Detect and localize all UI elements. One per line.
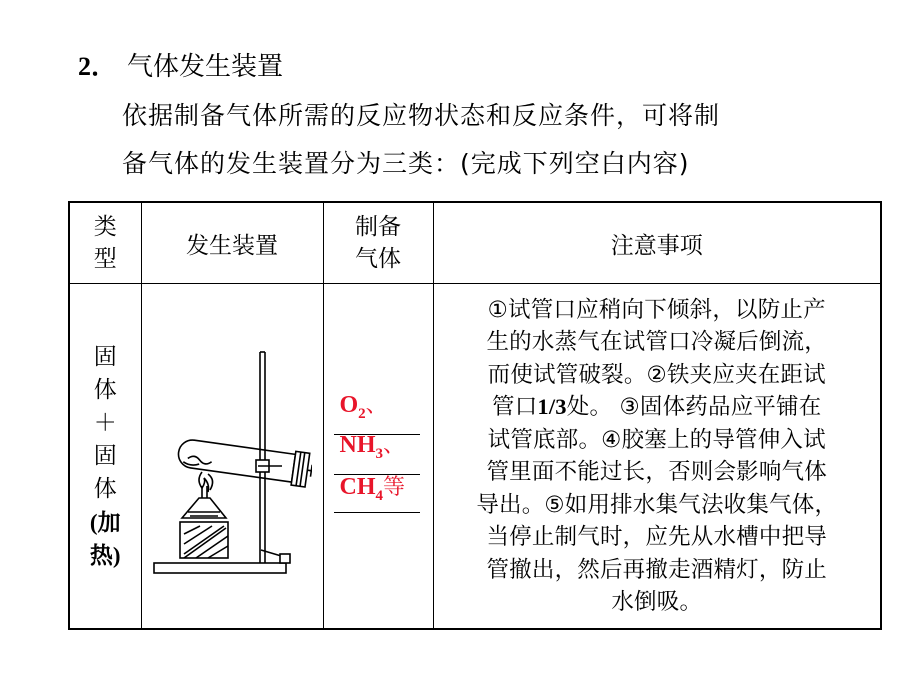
header-type <box>69 202 141 284</box>
apparatus-diagram <box>152 326 312 586</box>
test-tube-icon <box>176 435 312 488</box>
type-char: ＋ <box>93 409 117 436</box>
notes-fraction: 1/3 <box>537 394 567 419</box>
gas-ch4 <box>340 470 406 505</box>
type-paren-1: (加 <box>89 509 121 535</box>
type-cell <box>69 284 141 630</box>
section-heading <box>78 46 283 83</box>
notes-line: 管里面不能过长，否则会影响气体 <box>486 459 827 485</box>
gas-o2-sep: 、 <box>365 393 388 418</box>
header-row <box>69 202 881 284</box>
gas-ch4-base: CH <box>339 474 376 500</box>
apparatus-cell <box>141 284 323 630</box>
notes-cell <box>433 284 881 630</box>
notes-fragment: 处。 ③固体药品应平铺在 <box>566 394 822 420</box>
header-gas-a: 制备 <box>355 214 401 240</box>
intro-line-2: 备气体的发生装置分为三类：(完成下列空白内容) <box>122 149 690 178</box>
notes-fragment: 管口 <box>492 394 538 420</box>
type-char: 体 <box>93 475 117 502</box>
header-apparatus: 发生装置 <box>141 202 323 284</box>
type-char: 固 <box>93 343 117 370</box>
gas-o2 <box>340 388 388 423</box>
gas-nh3 <box>340 428 406 463</box>
gas-nh3-base: NH <box>339 432 376 458</box>
gas-o2-sub: 2 <box>358 405 366 422</box>
type-char: 固 <box>93 442 117 469</box>
notes-line: 生的水蒸气在试管口冷凝后倒流， <box>486 329 827 355</box>
notes-line: 管撤出，然后再撤走酒精灯，防止 <box>486 556 827 583</box>
alcohol-lamp-icon <box>180 472 228 558</box>
gas-ch4-sub: 4 <box>375 487 383 504</box>
notes-line: ①试管口应稍向下倾斜，以防止产 <box>487 296 826 323</box>
header-type-a: 类 <box>93 214 117 240</box>
type-paren-2: 热) <box>89 542 121 568</box>
notes-line <box>434 391 881 424</box>
notes-line: 而使试管破裂。②铁夹应夹在距试 <box>487 361 826 388</box>
notes-line: 试管底部。④胶塞上的导管伸入试 <box>487 426 826 453</box>
gas-nh3-sep: 、 <box>383 433 406 458</box>
answer-line <box>334 512 420 513</box>
gas-apparatus-table <box>68 201 882 630</box>
type-char: 体 <box>93 376 117 403</box>
intro-line-1: 依据制备气体所需的反应物状态和反应条件，可将制 <box>122 101 721 130</box>
header-gas <box>323 202 433 284</box>
gas-ch4-suffix: 等 <box>383 475 406 500</box>
header-notes: 注意事项 <box>433 202 881 284</box>
gas-cell <box>323 284 433 630</box>
notes-line: 水倒吸。 <box>611 589 703 615</box>
section-number: 2． <box>78 52 118 81</box>
section-title: 气体发生装置 <box>127 52 284 82</box>
notes-line: 导出。⑤如用排水集气法收集气体， <box>476 491 838 518</box>
header-gas-b: 气体 <box>355 246 401 272</box>
gas-o2-base: O <box>339 392 359 418</box>
notes-line: 当停止制气时，应先从水槽中把导 <box>486 524 827 550</box>
gas-nh3-sub: 3 <box>375 445 383 462</box>
header-type-b: 型 <box>93 246 117 272</box>
table-row <box>69 284 881 630</box>
